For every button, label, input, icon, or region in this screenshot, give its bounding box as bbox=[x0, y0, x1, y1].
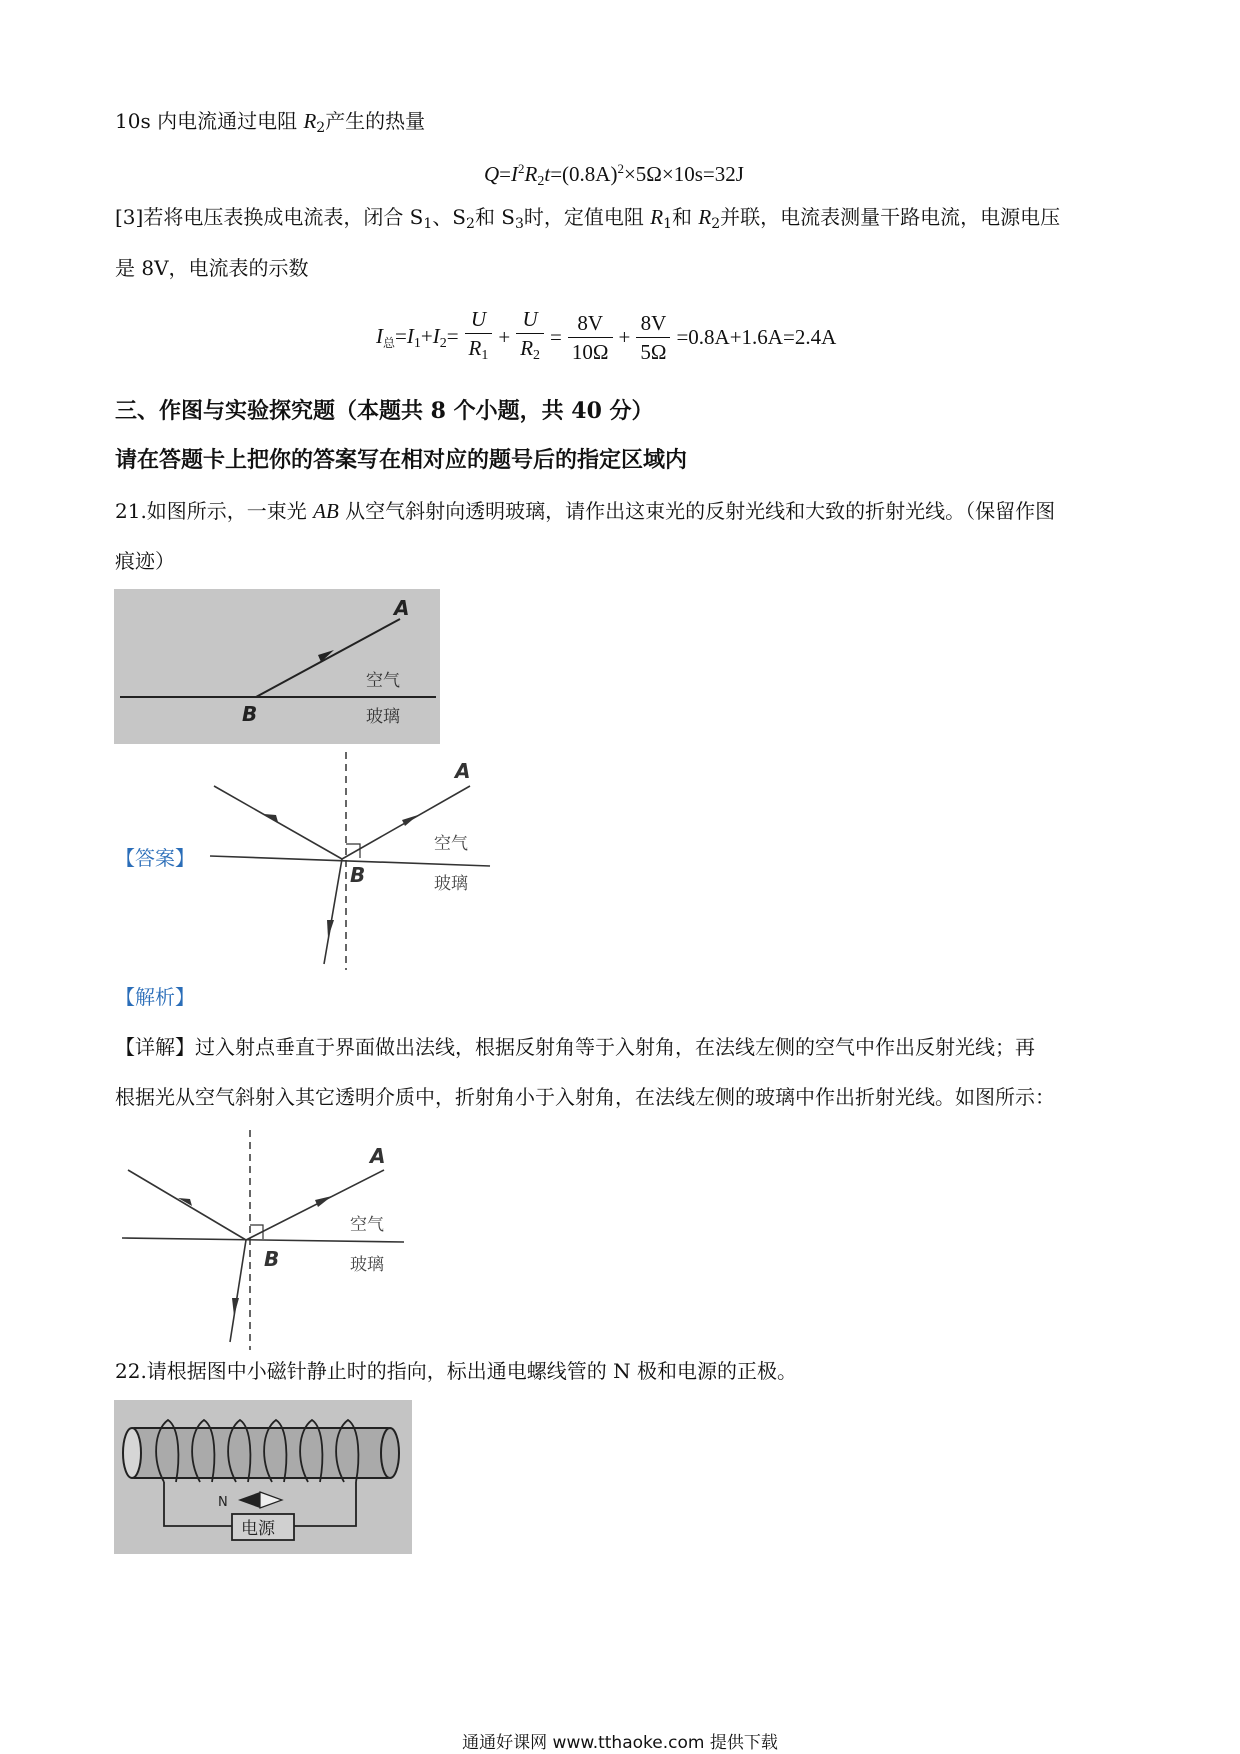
subscript: 2 bbox=[537, 174, 545, 189]
arrow-icon bbox=[232, 1298, 239, 1316]
operator: = bbox=[499, 162, 512, 186]
label-air: 空气 bbox=[434, 834, 468, 854]
numerator: U bbox=[465, 305, 493, 334]
label-a: A bbox=[370, 1144, 386, 1168]
operator: + bbox=[618, 325, 631, 349]
text: 10s 内电流通过电阻 bbox=[115, 109, 304, 133]
solenoid-core bbox=[132, 1428, 390, 1478]
symbol: R bbox=[303, 109, 317, 133]
symbol: I bbox=[376, 323, 383, 348]
core-end-right bbox=[381, 1428, 399, 1478]
detail-line-1 bbox=[115, 1034, 1035, 1060]
subscript: 2 bbox=[711, 216, 721, 232]
label-b: B bbox=[350, 863, 366, 887]
symbol: I bbox=[432, 323, 440, 348]
page-footer: 通通好课网 www.tthaoke.com 提供下载 bbox=[462, 1733, 778, 1753]
arrow-icon bbox=[315, 1196, 332, 1207]
text: ×5Ω×10s=32J bbox=[623, 162, 744, 186]
fraction-8v-10 bbox=[568, 309, 613, 366]
reflected-ray bbox=[128, 1170, 246, 1240]
section-instruction: 请在答题卡上把你的答案写在相对应的题号后的指定区域内 bbox=[115, 447, 688, 473]
paragraph-voltage bbox=[115, 255, 309, 281]
arrow-icon bbox=[178, 1198, 192, 1206]
figure-21-analysis bbox=[122, 1130, 412, 1350]
equation-heat bbox=[484, 156, 744, 195]
subscript: 2 bbox=[466, 216, 475, 232]
denominator: 10Ω bbox=[571, 340, 609, 364]
refracted-ray bbox=[324, 859, 342, 964]
label-glass: 玻璃 bbox=[350, 1255, 384, 1275]
superscript: 2 bbox=[617, 161, 624, 176]
numerator: 8V bbox=[636, 309, 670, 338]
text: 过入射点垂直于界面做出法线，根据反射角等于入射角，在法线左侧的空气中作出反射光线；再 bbox=[195, 1035, 1035, 1059]
label-b: B bbox=[242, 702, 258, 726]
fraction-u-r1 bbox=[465, 305, 493, 370]
symbol: R bbox=[524, 162, 538, 186]
operator: + bbox=[420, 323, 433, 348]
paragraph-ammeter bbox=[115, 204, 1060, 237]
text: 时，定值电阻 bbox=[523, 205, 651, 229]
operator: = bbox=[550, 325, 562, 349]
fraction-u-r2 bbox=[516, 305, 544, 370]
text: 、S bbox=[432, 205, 467, 229]
label-a: A bbox=[455, 759, 471, 783]
figure-22-solenoid bbox=[114, 1400, 412, 1554]
denominator: 5Ω bbox=[640, 340, 667, 364]
figure-21-problem bbox=[114, 589, 440, 744]
core-end-left bbox=[123, 1428, 141, 1478]
label-b: B bbox=[264, 1247, 280, 1271]
symbol: R bbox=[698, 205, 712, 229]
label-glass: 玻璃 bbox=[366, 707, 400, 727]
subscript: 2 bbox=[316, 120, 326, 136]
section-title: 三、作图与实验探究题（本题共 8 个小题，共 40 分） bbox=[115, 398, 654, 424]
text: 并联，电流表测量干路电流，电源电压 bbox=[720, 205, 1061, 229]
subscript: 1 bbox=[481, 348, 489, 363]
reflected-ray bbox=[214, 786, 342, 859]
symbol: R bbox=[650, 205, 664, 229]
label-air: 空气 bbox=[350, 1215, 384, 1235]
power-label: 电源 bbox=[241, 1519, 275, 1539]
label-glass: 玻璃 bbox=[434, 874, 468, 894]
equation-current bbox=[372, 305, 840, 370]
text: 产生的热量 bbox=[325, 109, 426, 133]
subscript: 2 bbox=[533, 348, 541, 363]
superscript: 2 bbox=[518, 161, 525, 176]
question-21 bbox=[115, 498, 1055, 524]
answer-label: 【答案】 bbox=[115, 846, 195, 870]
numerator: 8V bbox=[568, 309, 613, 338]
text: =(0.8A) bbox=[550, 162, 618, 186]
subscript: 1 bbox=[423, 216, 433, 232]
symbol: I bbox=[406, 323, 414, 348]
subscript: 3 bbox=[515, 216, 524, 232]
detail-line-2: 根据光从空气斜射入其它透明介质中，折射角小于入射角，在法线左侧的玻璃中作出折射光线。如图所示： bbox=[115, 1085, 1055, 1109]
needle-n-label: N bbox=[218, 1495, 228, 1510]
fraction-8v-5 bbox=[636, 309, 670, 366]
symbol: t bbox=[544, 162, 551, 186]
question-22: 22.请根据图中小磁针静止时的指向，标出通电螺线管的 N 极和电源的正极。 bbox=[115, 1359, 798, 1383]
text: 21.如图所示，一束光 bbox=[115, 499, 314, 523]
subscript: 2 bbox=[439, 335, 447, 351]
refracted-ray bbox=[230, 1240, 246, 1342]
denominator: R bbox=[468, 336, 482, 360]
numerator: U bbox=[516, 305, 544, 334]
operator: = bbox=[395, 323, 407, 348]
question-21-cont: 痕迹） bbox=[115, 549, 175, 573]
operator: = bbox=[446, 323, 459, 348]
denominator: R bbox=[520, 336, 534, 360]
label-air: 空气 bbox=[366, 671, 400, 691]
text: [3]若将电压表换成电流表，闭合 S bbox=[115, 205, 424, 229]
subscript: 总 bbox=[383, 335, 396, 350]
text: 是 8V，电流表的示数 bbox=[115, 256, 309, 280]
operator: + bbox=[498, 325, 511, 349]
figure-21-answer bbox=[200, 752, 500, 970]
arrow-icon bbox=[402, 815, 418, 826]
detail-label: 【详解】 bbox=[115, 1035, 195, 1059]
symbol: I bbox=[511, 162, 519, 186]
symbol: Q bbox=[484, 162, 500, 186]
subscript: 1 bbox=[663, 216, 673, 232]
analysis-label: 【解析】 bbox=[115, 985, 195, 1009]
text: 和 bbox=[672, 205, 699, 229]
arrow-icon bbox=[327, 920, 334, 938]
text: 和 S bbox=[474, 205, 515, 229]
text: 从空气斜射向透明玻璃，请作出这束光的反射光线和大致的折射光线。（保留作图 bbox=[338, 499, 1056, 523]
label-a: A bbox=[394, 596, 410, 620]
result: =0.8A+1.6A=2.4A bbox=[676, 325, 837, 349]
subscript: 1 bbox=[413, 335, 421, 351]
symbol: AB bbox=[313, 499, 339, 523]
paragraph-heat bbox=[115, 108, 425, 141]
